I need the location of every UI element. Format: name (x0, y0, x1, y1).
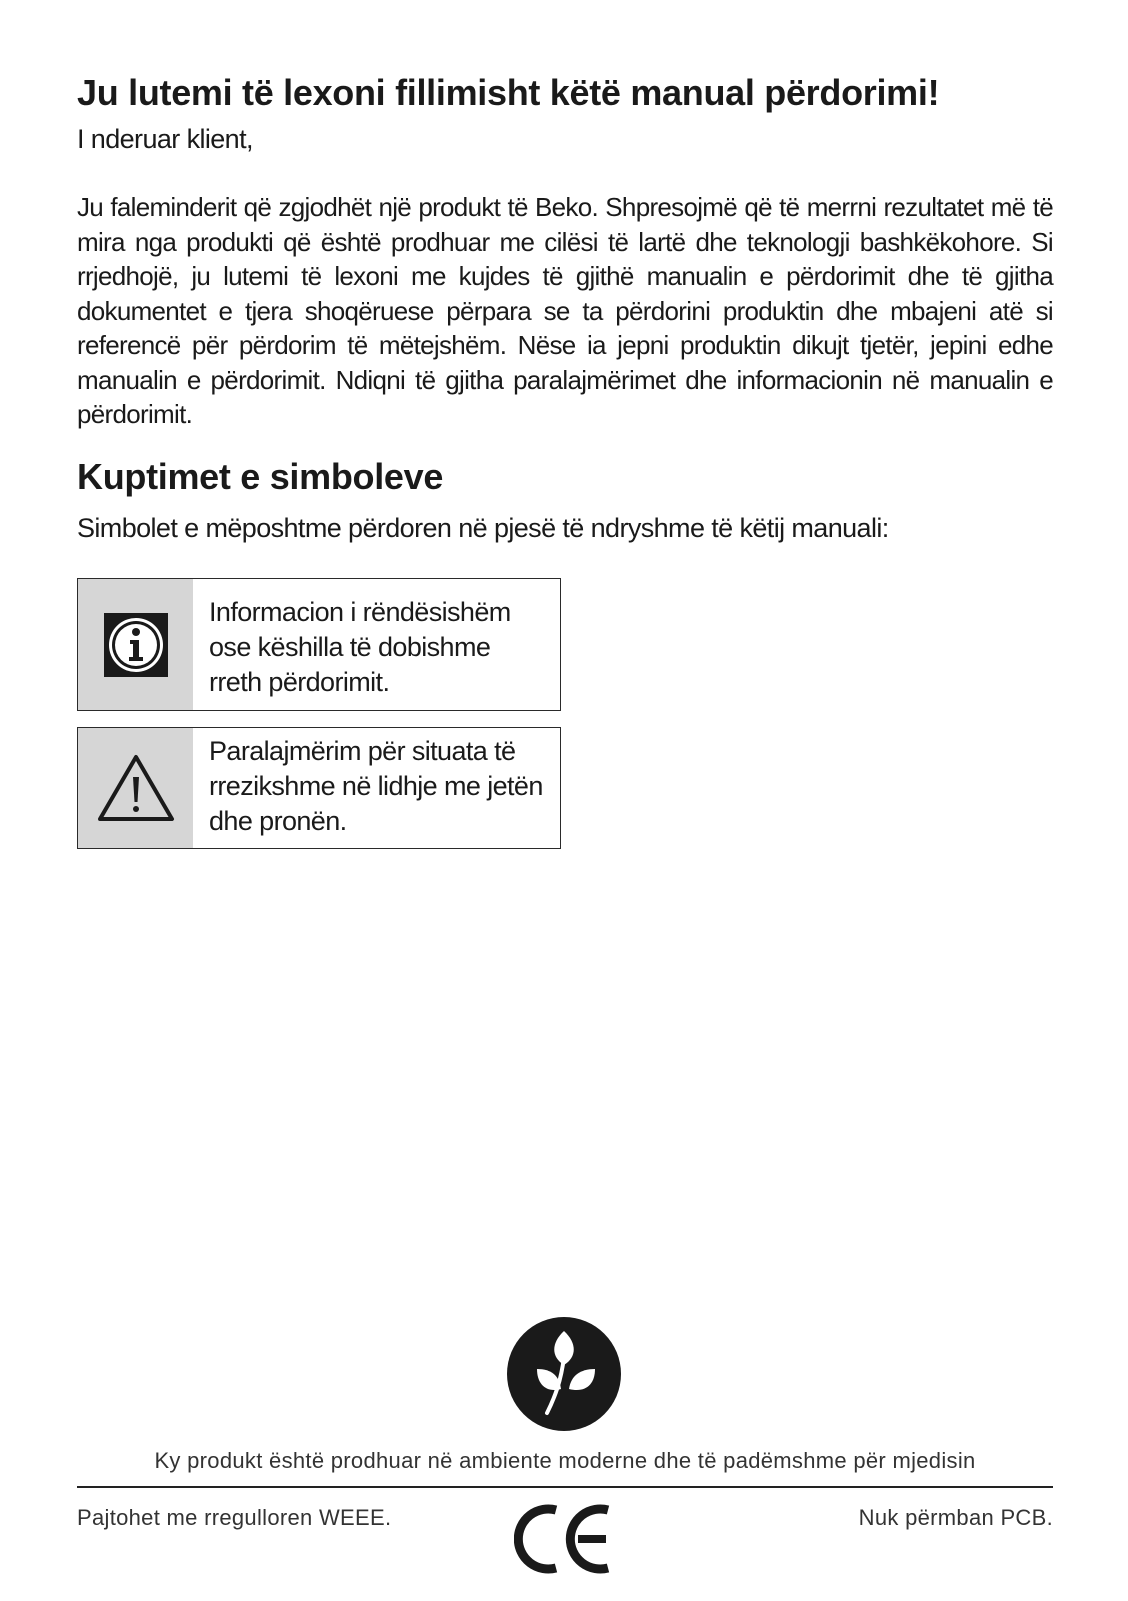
info-icon (104, 613, 168, 677)
symbol-description: Paralajmërim për situata të rrezikshme në lidhje me jetën dhe pronën. (209, 736, 543, 836)
footer-divider (77, 1486, 1053, 1488)
page-title: Ju lutemi të lexoni fillimisht këtë manual përdorimi! (77, 72, 940, 113)
eco-statement: Ky produkt është prodhuar në ambiente moderne dhe të padëmshme për mjedisin (154, 1448, 976, 1473)
symbol-description: Informacion i rëndësishëm ose këshilla të dobishme rreth përdorimit. (209, 597, 511, 697)
ce-mark-icon (514, 1502, 614, 1576)
symbol-icon-cell (78, 728, 193, 848)
intro-paragraph: Ju faleminderit që zgjodhët një produkt të Beko. Shpresojmë që të merrni rezultatet më të mira nga produkti që është prodhuar me cilësi të lartë dhe teknologji bashkëkohore. Si rrjedhojë, ju lutemi të lexoni me kujdes të gjithë manualin e përdorimit dhe të gjitha dokumentet e tjera shoqëruese përpara se ta përdorini produktin dhe mbajeni atë si referencë për përdorim të mëtejshëm. Nëse ia jepni produktin dikujt tjetër, jepini edhe manualin e përdorimit. Ndiqni të gjitha paralajmërimet dhe informacionin në manualin e përdorimit. (77, 192, 1053, 429)
warning-icon (96, 752, 176, 824)
eco-leaf-icon (507, 1317, 621, 1431)
greeting: I nderuar klient, (77, 124, 253, 154)
weee-compliance: Pajtohet me rregulloren WEEE. (77, 1505, 392, 1530)
symbols-intro: Simbolet e mëposhtme përdoren në pjesë të ndryshme të këtij manuali: (77, 513, 889, 543)
symbol-icon-cell (78, 579, 193, 710)
pcb-statement: Nuk përmban PCB. (858, 1505, 1053, 1530)
symbols-heading: Kuptimet e simboleve (77, 456, 444, 497)
symbol-box-info (77, 578, 561, 711)
symbol-box-warning (77, 727, 561, 849)
